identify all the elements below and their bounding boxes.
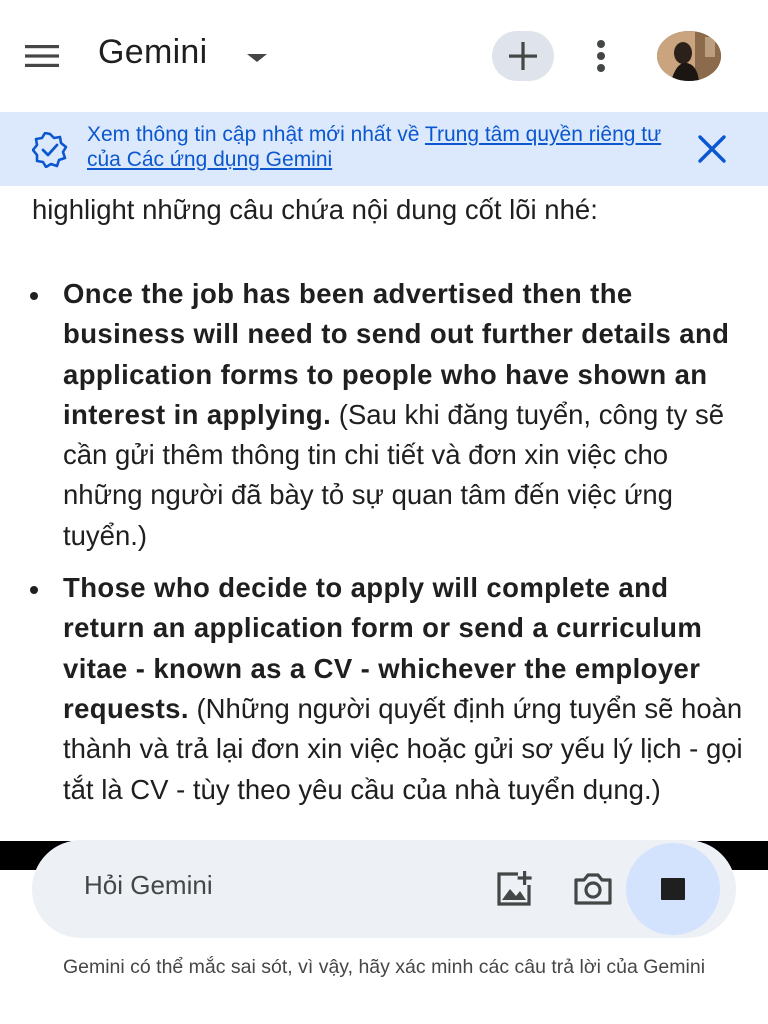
privacy-update-banner [0,112,768,186]
avatar-photo [657,31,721,81]
banner-text-prefix: Xem thông tin cập nhật mới nhất về [87,123,425,146]
app-title[interactable]: Gemini [98,33,208,71]
add-image-button[interactable] [494,869,534,909]
stop-response-button[interactable] [626,843,720,935]
list-item [0,568,768,810]
list-item [0,274,768,556]
camera-icon [572,869,614,909]
new-chat-button[interactable] [492,31,554,81]
camera-button[interactable] [572,869,614,909]
bullet-translation-text: (Sau khi đăng tuyển, công ty sẽ cần gửi thêm thông tin chi tiết và đơn xin việc cho những người đã bày tỏ sự quan tâm đến việc ứng tuyển.) [63,398,725,551]
account-avatar[interactable] [657,31,721,81]
prompt-input-bar[interactable] [32,840,736,938]
bullet-dot [30,586,38,594]
bullet-bold-text: Those who decide to apply will complete and return an application form or send a curriculum vitae - known as a CV - whichever the employer requests. [63,572,703,724]
bullet-dot [30,292,38,300]
response-intro-text: highlight những câu chứa nội dung cốt lõi nhé: [32,194,598,225]
menu-icon [22,36,62,76]
banner-message [87,122,677,172]
add-image-icon [494,869,534,909]
stop-icon [661,878,685,900]
chevron-down-icon [245,50,269,66]
more-options-button[interactable] [586,36,616,76]
response-bullet-list [0,274,768,822]
bullet-translation-text: (Những người quyết định ứng tuyển sẽ hoàn thành và trả lại đơn xin việc hoặc gửi sơ yếu lý lịch - gọi tắt là CV - tùy theo yêu cầu của nhà tuyển dụng.) [63,692,743,805]
menu-button[interactable] [22,36,62,76]
top-app-bar [0,0,768,112]
privacy-center-link[interactable]: Trung tâm quyền riêng tư của Các ứng dụng Gemini [87,123,662,171]
verified-shield-icon [32,132,68,168]
banner-close-button[interactable] [694,131,730,167]
close-icon [694,131,730,167]
bullet-bold-text: Once the job has been advertised then the business will need to send out further details and application forms to people who have shown an interest in applying. [63,278,730,430]
more-vert-icon [586,36,616,76]
banner-icon-wrap [32,132,68,168]
model-switcher-button[interactable] [245,50,269,66]
plus-icon [492,31,554,81]
response-content [0,186,768,841]
disclaimer-text: Gemini có thể mắc sai sót, vì vậy, hãy xác minh các câu trả lời của Gemini [62,956,706,978]
prompt-input[interactable]: Hỏi Gemini [84,870,213,900]
